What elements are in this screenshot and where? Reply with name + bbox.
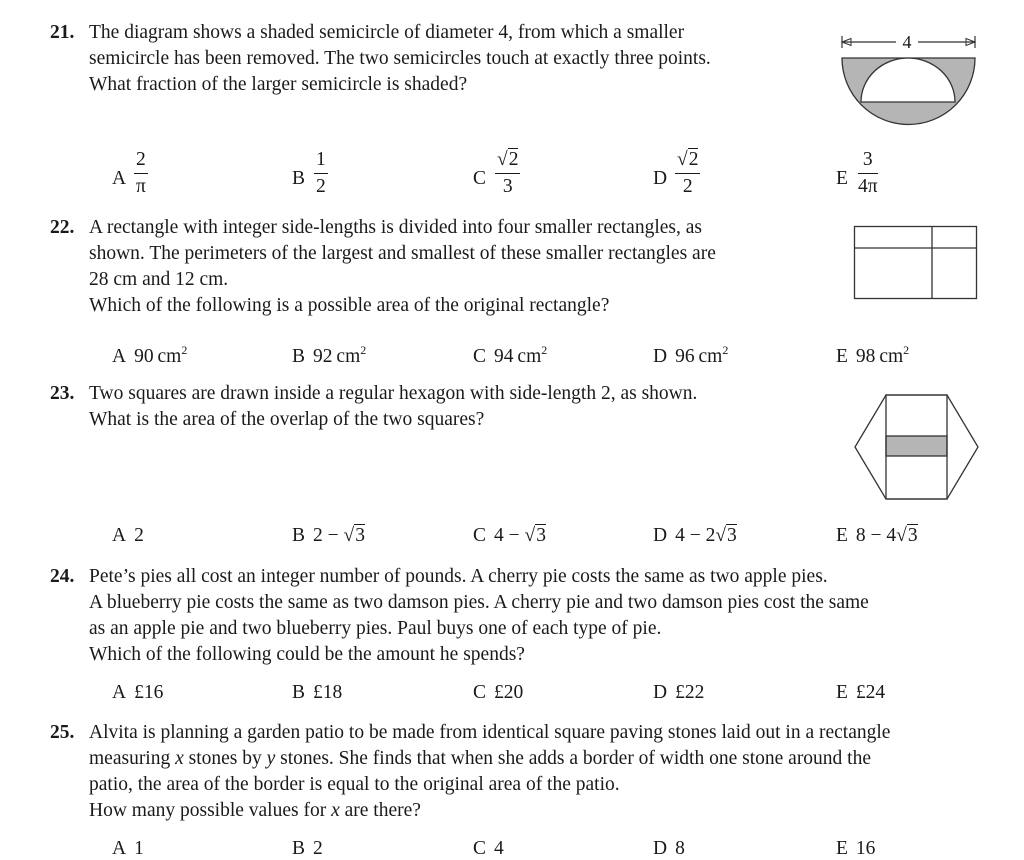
fraction: $\frac{√2}{3}$ xyxy=(497,149,519,197)
question-text-line: A rectangle with integer side-lengths is divided into four smaller rectangles, as xyxy=(89,217,702,238)
question-text-line: Pete’s pies all cost an integer number of pounds. A cherry pie costs the same as two apple pies. xyxy=(89,566,828,587)
option-c[interactable]: C 94 $cm^2$ xyxy=(473,343,548,367)
question-text-line: Two squares are drawn inside a regular hexagon with side-length 2, as shown. xyxy=(89,383,698,404)
fraction: $\frac{√2}{2}$ xyxy=(677,149,699,197)
option-letter: D xyxy=(653,168,668,189)
option-b[interactable]: B 2 − √3 xyxy=(292,525,365,546)
option-e[interactable]: E £24 xyxy=(836,682,886,703)
option-c[interactable]: C 4 xyxy=(473,838,504,859)
option-a[interactable]: A 90 $cm^2$ xyxy=(112,343,188,367)
option-letter: C xyxy=(473,168,487,189)
question-text-line: as an apple pie and two blueberry pies. Paul buys one of each type of pie. xyxy=(89,618,662,639)
question-text-line: What is the area of the overlap of the two squares? xyxy=(89,409,485,430)
question-text-line: The diagram shows a shaded semicircle of diameter 4, from which a smaller xyxy=(89,22,685,43)
fraction: $\frac{2}{\pi}$ xyxy=(135,149,146,197)
question-text-line: patio, the area of the border is equal to the original area of the patio. xyxy=(89,774,620,795)
option-c[interactable]: C 4 − √3 xyxy=(473,525,546,546)
option-a[interactable]: A £16 xyxy=(112,682,164,703)
rectangle-diagram xyxy=(853,225,979,301)
diameter-label: 4 xyxy=(902,32,912,52)
question-number: 24. xyxy=(50,566,75,587)
question-text-line: Which of the following could be the amount he spends? xyxy=(89,644,525,665)
question-text-line: measuring x stones by y stones. She finds that when she adds a border of width one stone around the xyxy=(89,748,872,769)
question-text-line: Alvita is planning a garden patio to be made from identical square paving stones laid out in a rectangle xyxy=(89,722,891,743)
fraction: $\frac{1}{2}$ xyxy=(316,149,326,197)
hexagon-diagram xyxy=(850,393,982,503)
option-d[interactable]: D 8 xyxy=(653,838,685,859)
question-text-line: How many possible values for x are there? xyxy=(89,800,421,821)
question-number: 22. xyxy=(50,217,75,238)
option-d[interactable]: D 96 $cm^2$ xyxy=(653,343,729,367)
semicircle-diagram xyxy=(838,28,980,134)
option-d[interactable]: D 4 − 2√3 xyxy=(653,525,737,546)
option-e[interactable]: E 16 xyxy=(836,838,876,859)
fraction: $\frac{3}{4\pi}$ xyxy=(858,149,878,197)
option-e[interactable]: E 8 − 4√3 xyxy=(836,525,918,546)
option-a[interactable]: A 1 xyxy=(112,838,144,859)
option-b[interactable]: B £18 xyxy=(292,682,343,703)
question-text-line: semicircle has been removed. The two semicircles touch at exactly three points. xyxy=(89,48,711,69)
question-text-line: Which of the following is a possible area of the original rectangle? xyxy=(89,295,610,316)
option-letter: A xyxy=(112,168,127,189)
option-b[interactable]: B 2 xyxy=(292,838,323,859)
option-b[interactable]: B 92 $cm^2$ xyxy=(292,343,367,367)
question-text-line: What fraction of the larger semicircle is shaded? xyxy=(89,74,468,95)
question-number: 21. xyxy=(50,22,75,43)
question-text-line: 28 cm and 12 cm. xyxy=(89,269,229,290)
question-number: 23. xyxy=(50,383,75,404)
question-text-line: A blueberry pie costs the same as two damson pies. A cherry pie and two damson pies cost the same xyxy=(89,592,869,613)
option-d[interactable]: D £22 xyxy=(653,682,705,703)
option-a[interactable]: A 2 xyxy=(112,525,144,546)
option-e[interactable]: E 98 $cm^2$ xyxy=(836,343,910,367)
option-c[interactable]: C £20 xyxy=(473,682,524,703)
option-letter: B xyxy=(292,168,306,189)
question-text-line: shown. The perimeters of the largest and smallest of these smaller rectangles are xyxy=(89,243,716,264)
option-letter: E xyxy=(836,168,848,189)
question-number: 25. xyxy=(50,722,75,743)
